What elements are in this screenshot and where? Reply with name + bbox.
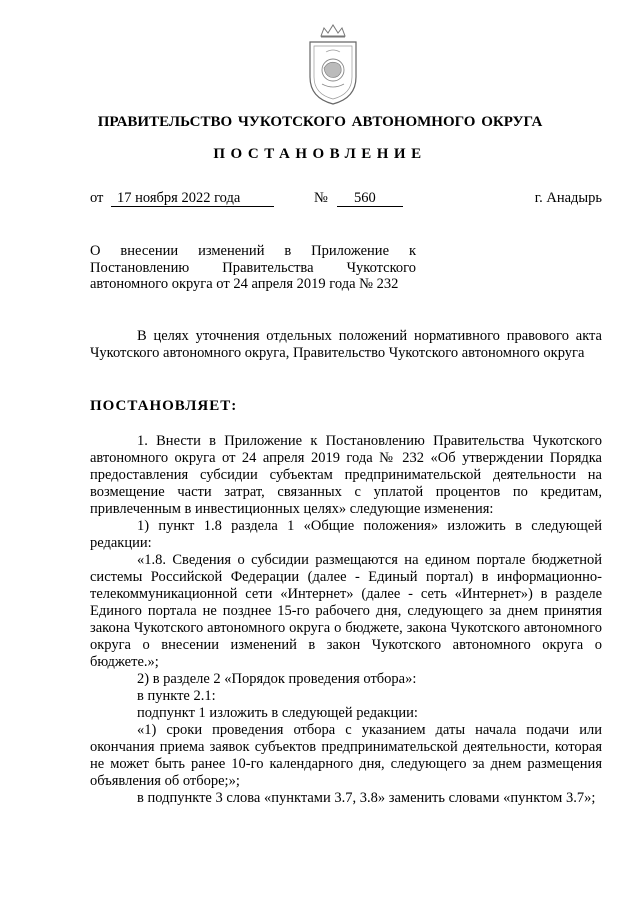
date-underline (111, 206, 274, 207)
paragraph-1: 1. Внести в Приложение к Постановлению Правительства Чукотского автономного округа от 24 апреля 2019 года № 232 «Об утверждении Порядка предоставления субсидии субъектам предпринимательской деятельности на возмещение части затрат, связанных с уплатой процентов по кредитам, привлеченным в инвестиционных целях» следующие изменения: (90, 433, 602, 517)
document-type: ПОСТАНОВЛЕНИЕ (213, 146, 427, 162)
paragraph-4: 2) в разделе 2 «Порядок проведения отбора»: (137, 671, 417, 687)
decree-word: ПОСТАНОВЛЯЕТ: (90, 398, 238, 414)
paragraph-2: 1) пункт 1.8 раздела 1 «Общие положения» изложить в следующей редакции: (90, 518, 602, 551)
paragraph-3: «1.8. Сведения о субсидии размещаются на едином портале бюджетной системы Российской Федерации (далее - Единый портал) в информационно-телекоммуникационной сети «Интернет» (далее - сеть «Интернет») в разделе Единого портала не позднее 15-го рабочего дня, следующего за днем принятия закона Чукотского автономного округа о бюджете, закона Чукотского автономного округа о внесении изменений в закон Чукотского автономного округа о бюджете.»; (90, 552, 602, 670)
paragraph-7: «1) сроки проведения отбора с указанием даты начала подачи или окончания приема заявок субъектов предпринимательской деятельности, которая не может быть ранее 10-го календарного дня, следующего за днем размещения объявления об отборе;»; (90, 722, 602, 789)
paragraph-6: подпункт 1 изложить в следующей редакции: (137, 705, 418, 721)
document-subject: О внесении изменений в Приложение к Постановлению Правительства Чукотского автономного округа от 24 апреля 2019 года № 232 (90, 243, 416, 293)
number-underline (337, 206, 403, 207)
coat-of-arms-icon (304, 22, 362, 106)
document-number: 560 (354, 190, 376, 206)
number-label: № (314, 190, 328, 206)
city: г. Анадырь (534, 190, 602, 206)
document-date: 17 ноября 2022 года (117, 190, 241, 206)
preamble: В целях уточнения отдельных положений нормативного правового акта Чукотского автономного округа, Правительство Чукотского автономного округа (90, 328, 602, 361)
date-prefix: от (90, 190, 104, 206)
government-title: ПРАВИТЕЛЬСТВО ЧУКОТСКОГО АВТОНОМНОГО ОКРУГА (97, 114, 543, 130)
paragraph-5: в пункте 2.1: (137, 688, 216, 704)
paragraph-8: в подпункте 3 слова «пунктами 3.7, 3.8» заменить словами «пунктом 3.7»; (137, 790, 596, 806)
